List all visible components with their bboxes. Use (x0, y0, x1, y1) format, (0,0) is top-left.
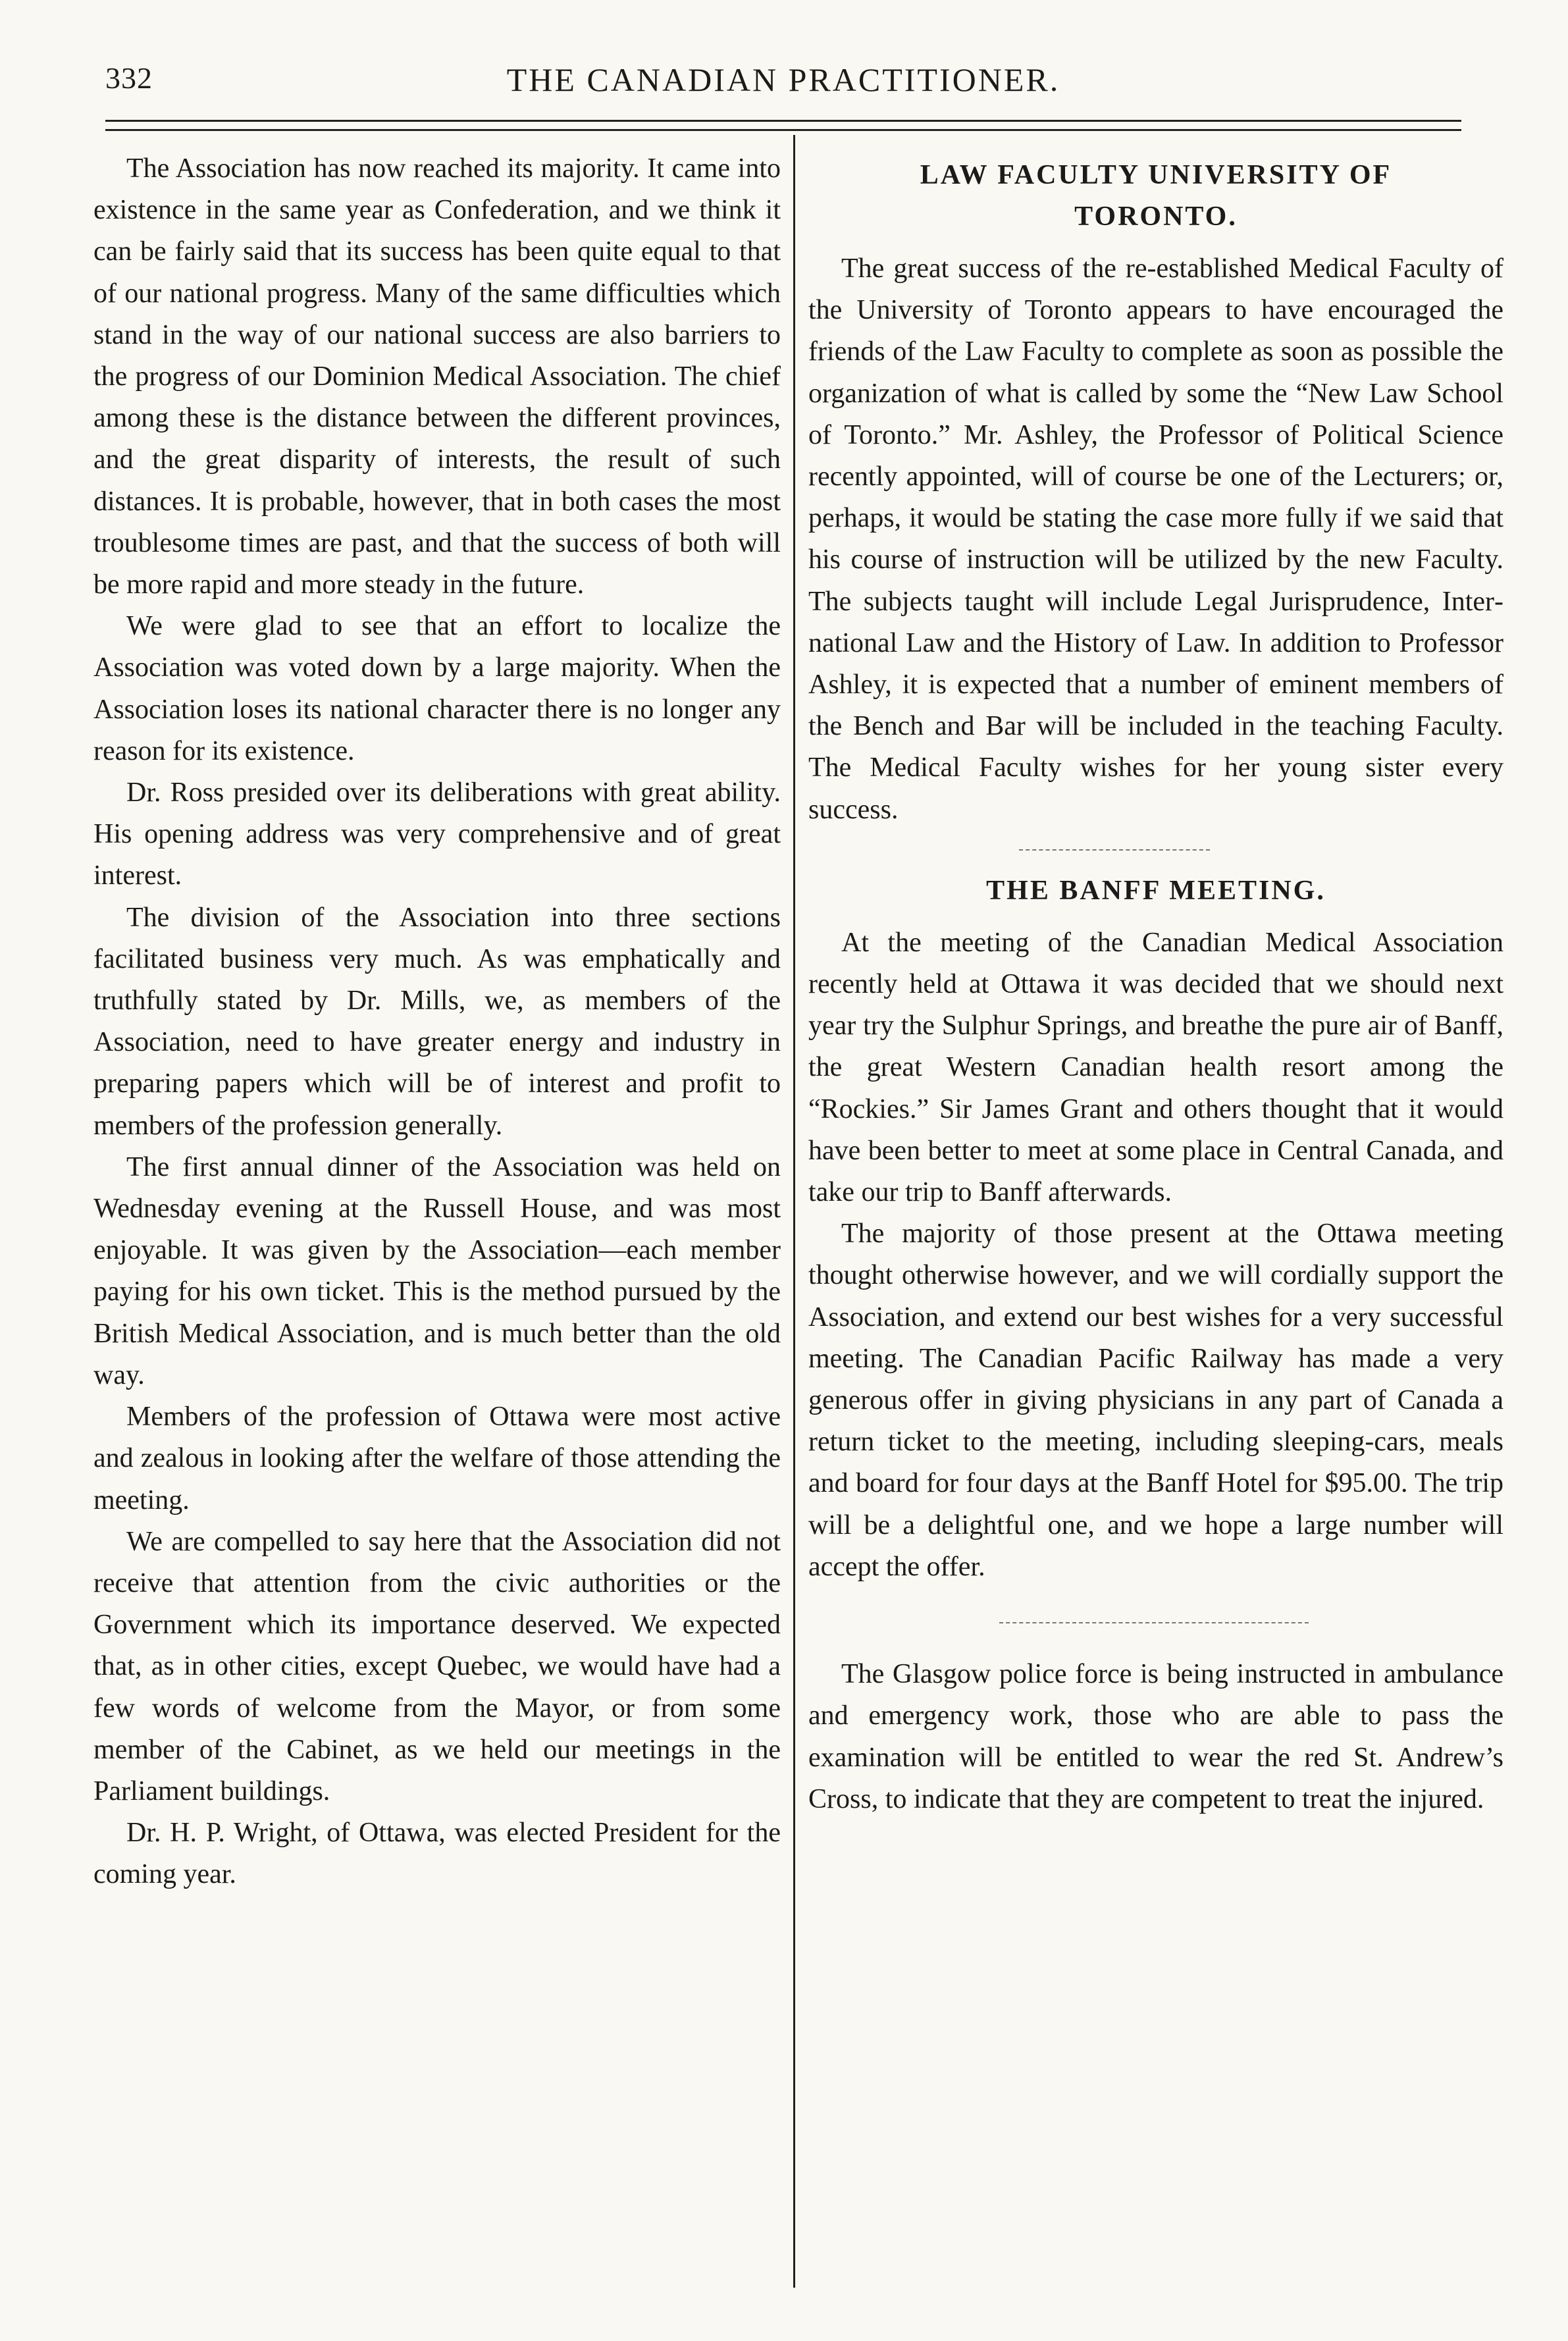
column-divider (793, 135, 795, 2288)
law-faculty-article (808, 155, 1503, 831)
paragraph: The majority of those present at the Ottawa meeting thought otherwise however, and we will cordially support the Association, and extend our best wishes for a very successful meeting. The Canadian Pacific Railway has made a very generous offer in giving physicians in any part of Canada a return ticket to the meeting, including sleeping-cars, meals and board for four days at the Banff Hotel for $95.00. The trip will be a delightful one, and we hope a large number will accept the offer. (808, 1219, 1503, 1582)
section-separator (808, 1588, 1503, 1654)
paragraph: The great success of the re-established Medical Faculty of the University of Toronto appears to have encouraged the friends of the Law Faculty to complete as soon as possible the organization of what is called by some the “New Law School of Toronto.” Mr. Ashley, the Professor of Political Science recently appointed, will of course be one of the Lecturers; or, perhaps, it would be stating the case more fully if we said that his course of instruction will be utilized by the new Faculty. The subjects taught will include Legal Jurisprudence, International Law and the History of Law. In addition to Professor Ashley, it is expected that a number of eminent members of the Bench and Bar will be included in the teaching Faculty. The Medical Faculty wishes for her young sister every success. (808, 253, 1503, 825)
banff-meeting-heading: THE BANFF MEETING. (986, 875, 1326, 906)
paragraph: The division of the Association into three sections facilitated business very much. As was emphatically and truthfully stated by Dr. Mills, we, as members of the Association, need to have greater energy and industry in preparing papers which will be of interest and profit to members of the profession generally. (93, 902, 781, 1141)
paragraph: We are compelled to say here that the Association did not receive that attention from the civic authorities or the Government which its importance deserved. We expected that, as in other cities, except Quebec, we would have had a few words of welcome from the Mayor, or from some member of the Cabinet, as we held our meetings in the Parliament buildings. (93, 1526, 781, 1806)
paragraph: At the meeting of the Canadian Medical Association recently held at Ottawa it was decided that we should next year try the Sulphur Springs, and breathe the pure air of Banff, the great Western Canadian health resort among the “Rockies.” Sir James Grant and others thought that it would have been better to meet at some place in Central Canada, and take our trip to Banff afterwards. (808, 927, 1503, 1208)
paragraph: Dr. Ross presided over its deliberations with great ability. His opening address was very comprehensive and of great interest. (93, 777, 781, 891)
page-number: 332 (105, 61, 153, 95)
right-column (808, 148, 1503, 1820)
law-faculty-heading-line2: TORONTO. (1074, 201, 1238, 232)
paragraph: The Association has now reached its majority. It came into existence in the same year as Confederation, and we think it can be fairly said that its success has been quite equal to that of our national progress. Many of the same difficulties which stand in the way of our national success are also barriers to the progress of our Dominion Medical Association. The chief among these is the distance between the different provinces, and the great disparity of interests, the result of such distances. It is probable, however, that in both cases the most troublesome times are past, and that the success of both will be more rapid and more steady in the future. (93, 153, 781, 600)
header-rule-lower (105, 129, 1461, 131)
header-rule-upper (105, 120, 1461, 122)
law-faculty-heading-line1: LAW FACULTY UNIVERSITY OF (920, 160, 1392, 190)
paragraph: Dr. H. P. Wright, of Ottawa, was elected President for the coming year. (93, 1818, 781, 1890)
banff-meeting-article (808, 870, 1503, 1588)
left-column (93, 148, 781, 1896)
paragraph: The first annual dinner of the Association was held on Wednesday evening at the Russell House, and was most enjoyable. It was given by the Association—each member paying for his own ticket. This is the method pursued by the British Medical Association, and is much better than the old way. (93, 1151, 781, 1390)
paragraph: We were glad to see that an effort to localize the Association was voted down by a large majority. When the Association loses its national character there is no longer any reason for its existence. (93, 611, 781, 766)
paragraph: Members of the profession of Ottawa were most active and zealous in looking after the welfare of those attending the meeting. (93, 1402, 781, 1515)
glasgow-note (808, 1654, 1503, 1820)
section-separator (808, 831, 1503, 870)
page-header (105, 61, 1461, 107)
running-title: THE CANADIAN PRACTITIONER. (506, 61, 1060, 98)
paragraph: The Glasgow police force is being instructed in ambulance and emergency work, those who are able to pass the examination will be entitled to wear the red St. Andrew’s Cross, to indicate that they are competent to treat the injured. (808, 1659, 1503, 1814)
